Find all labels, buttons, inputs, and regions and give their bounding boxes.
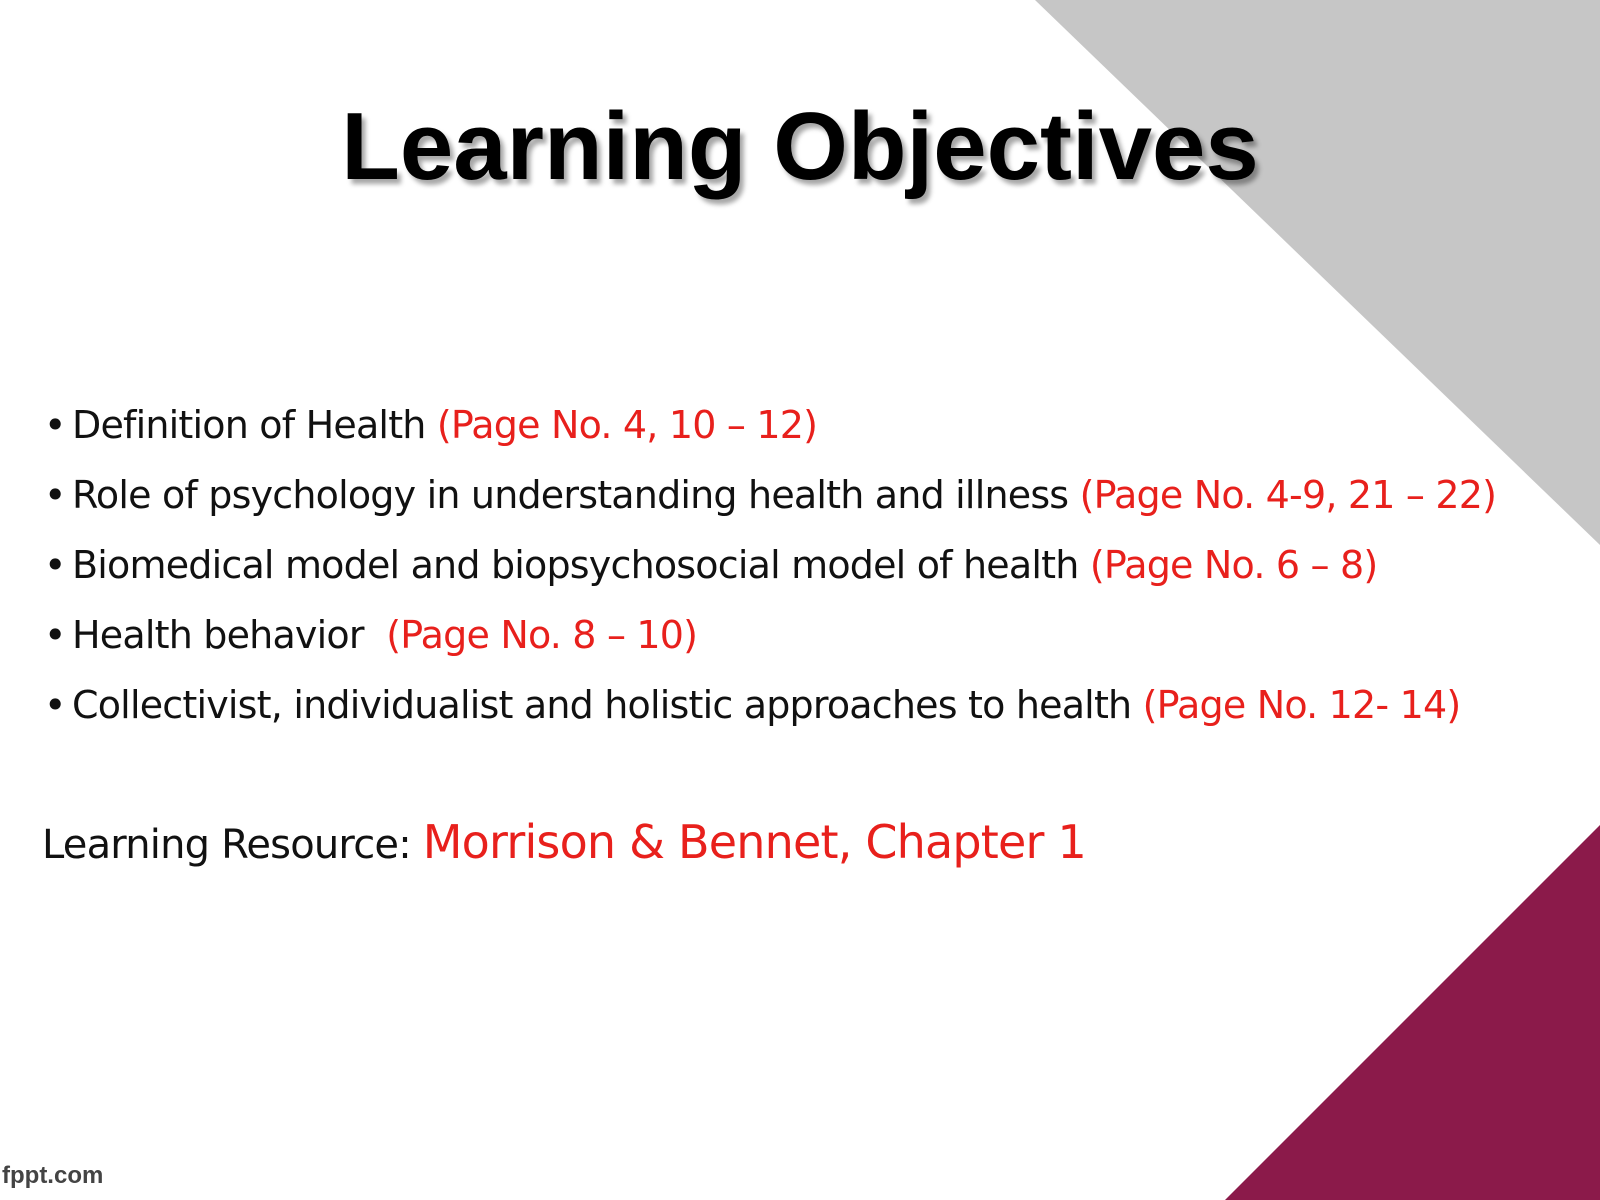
watermark-logo: fppt.com: [2, 1162, 104, 1189]
objective-item: [44, 670, 1496, 740]
resource-label: Learning Resource:: [42, 822, 423, 868]
objective-text: Biomedical model and biopsychosocial model of health: [72, 543, 1090, 587]
bullet-icon: •: [44, 473, 66, 517]
bullet-icon: •: [44, 683, 66, 727]
objective-item: [44, 460, 1496, 530]
bullet-icon: •: [44, 543, 66, 587]
objective-text: Role of psychology in understanding health and illness: [72, 473, 1080, 517]
objective-text: Health behavior: [72, 613, 387, 657]
slide-title: Learning Objectives: [341, 93, 1259, 200]
page-reference: (Page No. 4, 10 – 12): [436, 403, 818, 447]
resource-value: Morrison & Bennet, Chapter 1: [422, 815, 1086, 869]
objective-item: [44, 530, 1496, 600]
page-reference: (Page No. 12- 14): [1142, 683, 1461, 727]
bullet-icon: •: [44, 613, 66, 657]
objective-item: [44, 390, 1496, 460]
maroon-triangle-decoration: [1225, 825, 1600, 1200]
page-reference: (Page No. 6 – 8): [1089, 543, 1378, 587]
page-reference: (Page No. 8 – 10): [386, 613, 698, 657]
objective-item: [44, 600, 1496, 670]
objective-text: Definition of Health: [72, 403, 437, 447]
learning-resource: [42, 815, 1086, 869]
bullet-icon: •: [44, 403, 66, 447]
objective-text: Collectivist, individualist and holistic approaches to health: [72, 683, 1143, 727]
page-reference: (Page No. 4-9, 21 – 22): [1079, 473, 1497, 517]
objectives-list: [44, 390, 1496, 740]
